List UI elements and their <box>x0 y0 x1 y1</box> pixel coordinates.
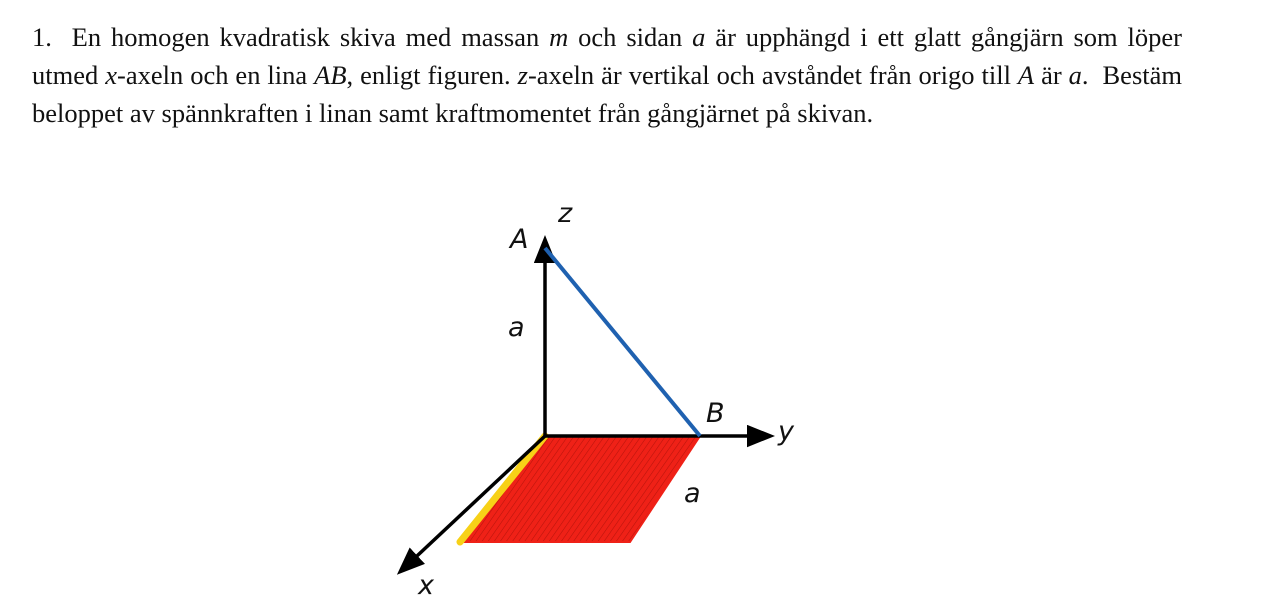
text-run: , enligt figuren. <box>346 60 518 91</box>
math-variable: a <box>692 22 706 52</box>
label-axis-x: x <box>418 570 434 600</box>
label-side-vertical: a <box>508 312 525 343</box>
text-run: . Bestäm beloppet av spännkraften i linan samt kraftmomentet från gångjärnet på skivan. <box>32 60 1189 129</box>
math-variable: z <box>517 60 528 91</box>
text-run: och sidan <box>568 22 693 52</box>
math-variable: A <box>1017 60 1035 91</box>
plate-shape <box>460 436 700 542</box>
problem-text <box>32 18 1189 132</box>
figure-diagram <box>330 200 950 600</box>
math-variable: x <box>105 60 117 91</box>
label-axis-z: z <box>558 200 573 229</box>
problem-statement <box>32 18 1189 132</box>
text-run: är <box>1034 60 1069 91</box>
rope-ab <box>545 248 700 436</box>
math-variable: AB <box>314 60 347 91</box>
label-axis-y: y <box>778 416 794 447</box>
label-point-b: B <box>706 398 725 429</box>
text-run: -axeln och en lina <box>117 60 315 91</box>
text-run: är upphängd i ett glatt gångjärn som löper utmed <box>32 22 1189 91</box>
text-run: -axeln är vertikal och avståndet från origo till <box>527 60 1018 91</box>
math-variable: a <box>1068 60 1082 91</box>
label-side-plate: a <box>684 478 701 509</box>
label-point-a: A <box>510 224 529 255</box>
problem-number: 1. <box>32 22 52 52</box>
math-variable: m <box>549 22 569 52</box>
text-run: En homogen kvadratisk skiva med massan <box>51 22 550 52</box>
